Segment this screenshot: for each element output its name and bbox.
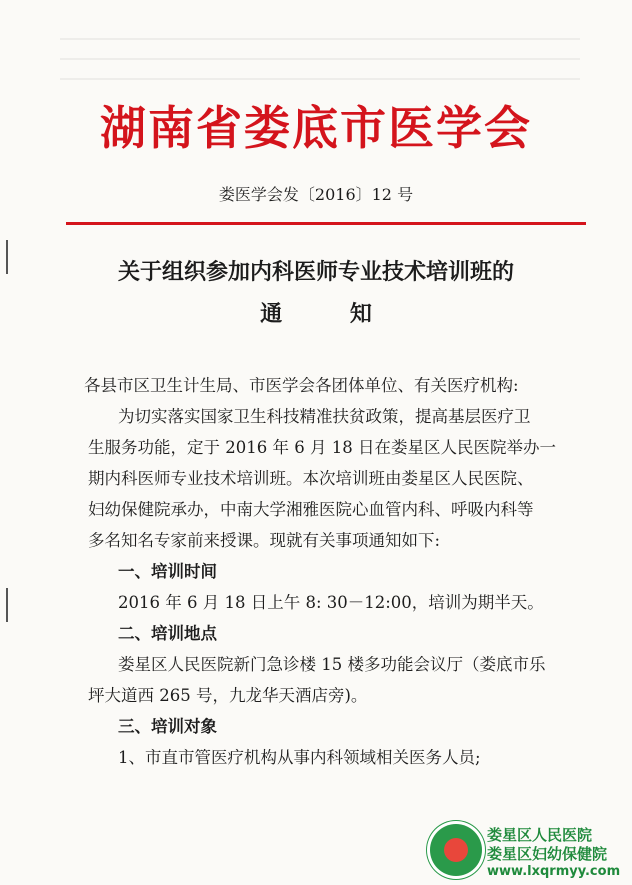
intro-line: 生服务功能，定于 2016 年 6 月 18 日在娄星区人民医院举办一 (88, 438, 556, 457)
notice-title-char-2: 知 (349, 302, 372, 327)
section3-heading: 三、培训对象 (118, 717, 217, 736)
addressee-line: 各县市区卫生计生局、市医学会各团体单位、有关医疗机构: (84, 376, 519, 395)
document-number: 娄医学会发〔2016〕12 号 (218, 185, 414, 204)
notice-title-line2 (0, 298, 632, 332)
section1-text: 2016 年 6 月 18 日上午 8: 30－12:00，培训为期半天。 (118, 593, 544, 612)
intro-line: 为切实落实国家卫生科技精准扶贫政策，提高基层医疗卫 (118, 407, 531, 426)
section2-heading: 二、培训地点 (118, 624, 217, 643)
notice-title-char-1: 通 (260, 302, 283, 327)
org-title: 湖南省娄底市医学会 (100, 101, 532, 155)
intro-line: 期内科医师专业技术培训班。本次培训班由娄星区人民医院、 (88, 469, 534, 488)
bleed-through-texture (60, 38, 580, 98)
red-header-rule (66, 222, 586, 225)
section1-heading: 一、培训时间 (118, 562, 217, 581)
intro-line: 妇幼保健院承办，中南大学湘雅医院心血管内科、呼吸内科等 (88, 500, 534, 519)
intro-line: 多名知名专家前来授课。现就有关事项通知如下: (88, 531, 441, 550)
notice-title-line1: 关于组织参加内科医师专业技术培训班的 (117, 260, 514, 285)
binding-mark-bottom (6, 588, 8, 622)
hospital-logo-icon (430, 824, 482, 876)
watermark-hospital-name: 娄星区人民医院 (487, 826, 593, 844)
section2-text-line: 娄星区人民医院新门急诊楼 15 楼多功能会议厅（娄底市乐 (118, 655, 546, 674)
watermark-url: www.lxqrmyy.com (487, 864, 621, 879)
watermark-maternal-hospital-name: 娄星区妇幼保健院 (487, 845, 608, 863)
section2-text-line: 坪大道西 265 号，九龙华天酒店旁)。 (88, 686, 368, 705)
section3-item: 1、市直市管医疗机构从事内科领域相关医务人员; (118, 748, 481, 767)
